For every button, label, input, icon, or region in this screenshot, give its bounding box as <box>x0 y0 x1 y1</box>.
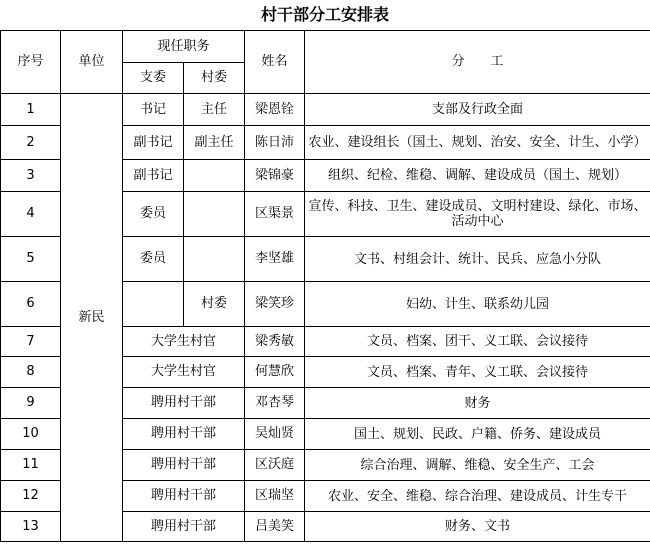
row-duty: 妇幼、计生、联系幼儿园 <box>305 282 650 327</box>
row-branch-position: 委员 <box>123 192 184 237</box>
row-village-position: 主任 <box>184 94 245 126</box>
row-duty: 支部及行政全面 <box>305 94 650 126</box>
row-position: 聘用村干部 <box>123 481 245 512</box>
row-name: 区沃庭 <box>245 450 305 481</box>
row-name: 何慧欣 <box>245 357 305 388</box>
row-position: 大学生村官 <box>123 357 245 388</box>
row-position: 聘用村干部 <box>123 419 245 450</box>
row-branch-position: 副书记 <box>123 126 184 160</box>
header-position-group: 现任职务 <box>123 31 245 63</box>
row-name: 区渠景 <box>245 192 305 237</box>
row-position: 大学生村官 <box>123 327 245 357</box>
row-duty: 组织、纪检、维稳、调解、建设成员（国土、规划） <box>305 160 650 192</box>
row-name: 吕美笑 <box>245 512 305 542</box>
row-duty: 文员、档案、青年、义工联、会议接待 <box>305 357 650 388</box>
row-index: 7 <box>1 327 61 357</box>
row-village-position <box>184 192 245 237</box>
row-duty: 国土、规划、民政、户籍、侨务、建设成员 <box>305 419 650 450</box>
row-branch-position: 书记 <box>123 94 184 126</box>
row-index: 9 <box>1 388 61 419</box>
row-index: 5 <box>1 237 61 282</box>
header-row <box>1 31 650 63</box>
header-branch: 支委 <box>123 63 184 94</box>
row-index: 11 <box>1 450 61 481</box>
table-row <box>1 94 650 126</box>
row-index: 10 <box>1 419 61 450</box>
header-unit: 单位 <box>61 31 123 94</box>
row-name: 梁锦豪 <box>245 160 305 192</box>
assignment-table <box>0 30 650 542</box>
row-position: 聘用村干部 <box>123 388 245 419</box>
row-village-position <box>184 160 245 192</box>
row-duty: 宣传、科技、卫生、建设成员、文明村建设、绿化、市场、活动中心 <box>305 192 650 237</box>
unit-cell: 新民 <box>61 94 123 542</box>
row-name: 梁秀敏 <box>245 327 305 357</box>
row-index: 13 <box>1 512 61 542</box>
row-name: 区瑞坚 <box>245 481 305 512</box>
row-index: 6 <box>1 282 61 327</box>
row-duty: 农业、安全、维稳、综合治理、建设成员、计生专干 <box>305 481 650 512</box>
row-name: 陈日沛 <box>245 126 305 160</box>
row-branch-position: 委员 <box>123 237 184 282</box>
row-name: 邓杏琴 <box>245 388 305 419</box>
row-duty: 文员、档案、团干、义工联、会议接待 <box>305 327 650 357</box>
row-position: 聘用村干部 <box>123 450 245 481</box>
row-position: 聘用村干部 <box>123 512 245 542</box>
row-name: 李坚雄 <box>245 237 305 282</box>
row-name: 吴灿贤 <box>245 419 305 450</box>
header-duty: 分 工 <box>305 31 650 94</box>
row-index: 12 <box>1 481 61 512</box>
row-index: 3 <box>1 160 61 192</box>
row-village-position <box>184 237 245 282</box>
page-title: 村干部分工安排表 <box>260 5 389 24</box>
row-index: 4 <box>1 192 61 237</box>
row-village-position: 村委 <box>184 282 245 327</box>
row-village-position: 副主任 <box>184 126 245 160</box>
row-duty: 综合治理、调解、维稳、安全生产、工会 <box>305 450 650 481</box>
row-duty: 财务、文书 <box>305 512 650 542</box>
row-name: 梁恩铨 <box>245 94 305 126</box>
row-duty: 农业、建设组长（国土、规划、治安、安全、计生、小学） <box>305 126 650 160</box>
header-village: 村委 <box>184 63 245 94</box>
row-index: 8 <box>1 357 61 388</box>
row-index: 2 <box>1 126 61 160</box>
row-duty: 文书、村组会计、统计、民兵、应急小分队 <box>305 237 650 282</box>
row-duty: 财务 <box>305 388 650 419</box>
row-branch-position: 副书记 <box>123 160 184 192</box>
header-index: 序号 <box>1 31 61 94</box>
row-name: 梁笑珍 <box>245 282 305 327</box>
row-branch-position <box>123 282 184 327</box>
header-name: 姓名 <box>245 31 305 94</box>
row-index: 1 <box>1 94 61 126</box>
